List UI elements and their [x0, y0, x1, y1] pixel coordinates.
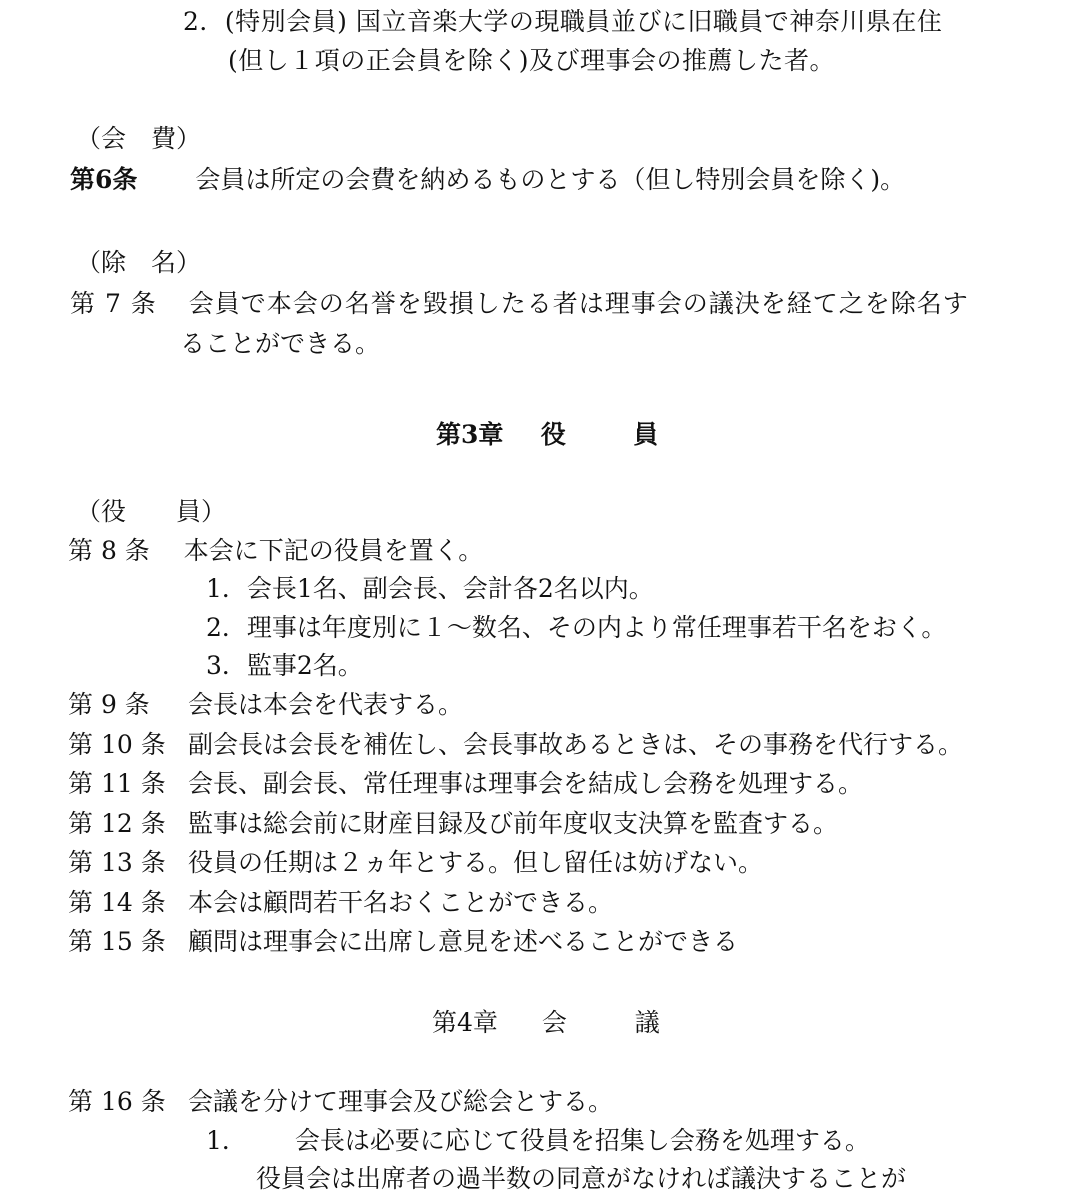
- chapter-4-title: [432, 1010, 660, 1035]
- special-member-line-2: (但し１項の正会員を除く)及び理事会の推薦した者。: [228, 46, 836, 75]
- article-8-text: 本会に下記の役員を置く。: [183, 536, 484, 565]
- article-16-label: 第 16 条: [68, 1087, 166, 1116]
- item-number: 1．: [206, 1126, 247, 1155]
- article-label: 第 10 条: [68, 730, 166, 759]
- article-7-label: 第 7 条: [70, 289, 157, 318]
- chapter-4-title-char-2: 議: [634, 1008, 660, 1037]
- article-text: 会長は本会を代表する。: [188, 690, 464, 719]
- article-6-label: 第6条: [70, 165, 138, 194]
- article-7: [70, 291, 969, 316]
- article-16-item-1-line-2: 役員会は出席者の過半数の同意がなければ議決することが: [256, 1164, 907, 1193]
- article-row: [68, 811, 838, 836]
- article-label: 第 11 条: [68, 769, 166, 798]
- article-text: 本会は顧問若干名おくことができる。: [188, 888, 614, 917]
- article-16-text: 会議を分けて理事会及び総会とする。: [188, 1087, 614, 1116]
- article-8-item: 3．監事2名。: [206, 651, 363, 680]
- special-member-line-1: 2．(特別会員) 国立音楽大学の現職員並びに旧職員で神奈川県在住: [183, 7, 943, 36]
- article-6: [70, 167, 905, 192]
- article-7-line-1: 会員で本会の名誉を毀損したる者は理事会の議決を経て之を除名す: [188, 289, 969, 318]
- article-label: 第 14 条: [68, 888, 166, 917]
- chapter-3-title-char-2: 員: [633, 420, 659, 449]
- article-8-item: 1．会長1名、副会長、会計各2名以内。: [206, 574, 654, 603]
- chapter-4-number: 第4章: [432, 1008, 498, 1037]
- chapter-3-number: 第3章: [436, 420, 504, 449]
- article-label: 第 9 条: [68, 690, 150, 719]
- article-8-item: 2．理事は年度別に１～数名、その内より常任理事若干名をおく。: [206, 613, 947, 642]
- article-8-label: 第 8 条: [68, 536, 150, 565]
- article-row: [68, 850, 763, 875]
- article-text: 顧問は理事会に出席し意見を述べることができる: [188, 927, 739, 956]
- item-text: 会長は必要に応じて役員を招集し会務を処理する。: [294, 1126, 870, 1155]
- article-label: 第 12 条: [68, 809, 166, 838]
- article-label: 第 13 条: [68, 848, 166, 877]
- article-row: [68, 771, 863, 796]
- chapter-4-title-char-1: 会: [541, 1008, 567, 1037]
- article-row: [68, 929, 738, 954]
- article-text: 役員の任期は２ヵ年とする。但し留任は妨げない。: [188, 848, 764, 877]
- fees-heading: （会 費）: [76, 124, 202, 153]
- chapter-3-title-char-1: 役: [540, 420, 566, 449]
- article-16-item-1: [206, 1128, 870, 1153]
- article-row: [68, 692, 463, 717]
- article-text: 監事は総会前に財産目録及び前年度収支決算を監査する。: [188, 809, 839, 838]
- article-row: [68, 890, 613, 915]
- article-label: 第 15 条: [68, 927, 166, 956]
- article-text: 副会長は会長を補佐し、会長事故あるときは、その事務を代行する。: [188, 730, 964, 759]
- article-16: [68, 1089, 613, 1114]
- article-text: 会長、副会長、常任理事は理事会を結成し会務を処理する。: [188, 769, 864, 798]
- article-6-text: 会員は所定の会費を納めるものとする（但し特別会員を除く)。: [195, 165, 906, 194]
- expulsion-heading: （除 名）: [76, 248, 202, 277]
- article-7-line-2: ることができる。: [180, 329, 381, 358]
- officers-heading: （役 員）: [76, 497, 227, 526]
- article-row: [68, 732, 963, 757]
- article-8: [68, 538, 483, 563]
- chapter-3-title: [436, 422, 658, 447]
